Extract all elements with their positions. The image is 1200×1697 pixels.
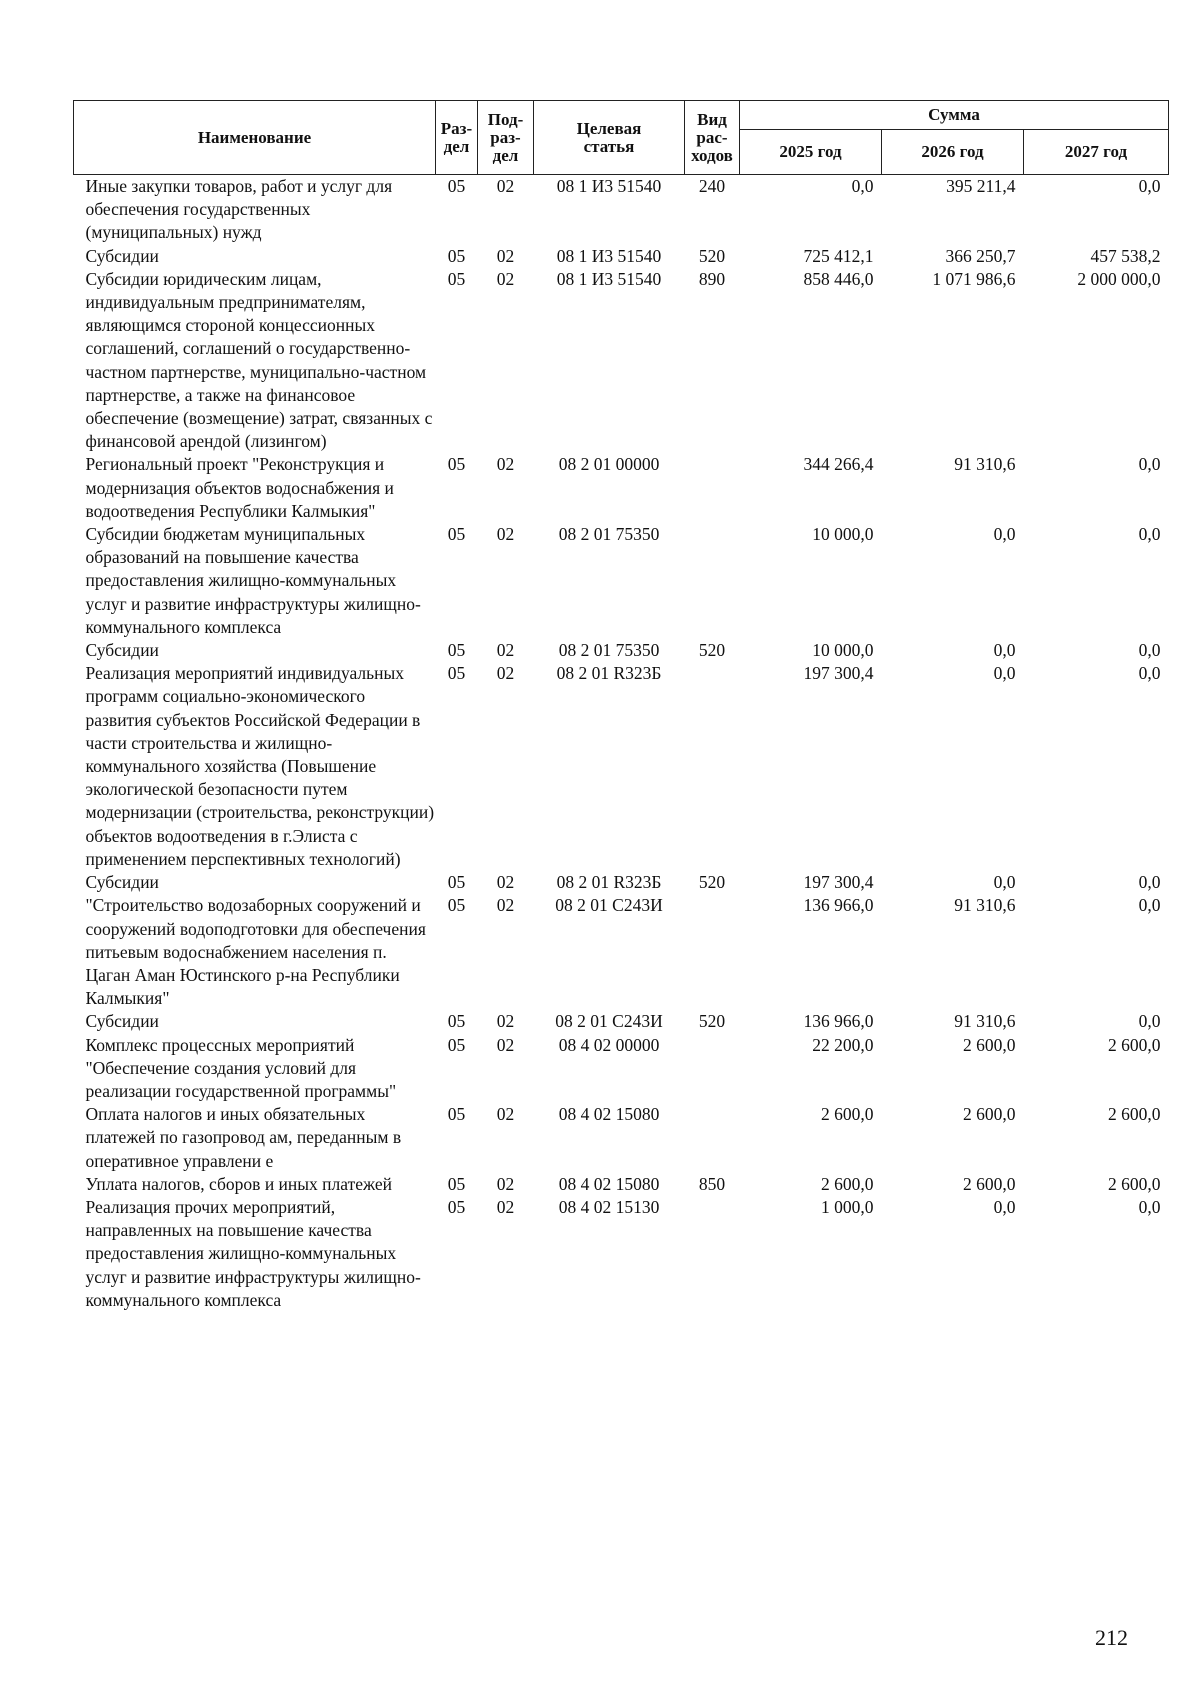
row-sum-2027: 2 600,0 [1108,1034,1161,1055]
row-sum-2027: 0,0 [1138,1011,1161,1032]
row-target: 08 2 01 R323Б [556,872,662,893]
table-row [74,1010,1169,1033]
row-target: 08 1 И3 51540 [556,176,662,196]
row-target: 08 1 И3 51540 [556,245,662,266]
row-target: 08 2 01 R323Б [556,663,662,684]
row-sum-2025: 1 000,0 [821,1196,874,1217]
row-razdel: 05 [447,454,466,475]
row-target: 08 4 02 15130 [558,1196,660,1217]
row-sum-2027: 0,0 [1138,640,1161,661]
row-sum-2026: 0,0 [993,663,1016,684]
row-name: Субсидии бюджетам муниципальных образований на повышение качества предоставления жилищно-коммунальных услуг и развитие инфраструктуры жилищно-коммунального комплекса [85,524,421,637]
row-podrazdel: 02 [496,895,515,916]
row-vid: 520 [698,1011,726,1032]
row-podrazdel: 02 [496,1034,515,1055]
row-sum-2025: 22 200,0 [812,1034,874,1055]
header-sum: Сумма [740,101,1169,130]
row-sum-2026: 395 211,4 [946,176,1016,196]
row-sum-2025: 858 446,0 [803,268,874,289]
row-name: Субсидии [85,872,159,893]
table-row [74,1103,1169,1173]
row-sum-2026: 91 310,6 [954,1011,1016,1032]
row-sum-2026: 0,0 [993,872,1016,893]
row-sum-2026: 91 310,6 [954,454,1016,475]
table-row [74,662,1169,871]
row-razdel: 05 [447,895,466,916]
row-name: Субсидии [85,1011,159,1032]
budget-sheet [73,100,1168,1312]
row-razdel: 05 [447,872,466,893]
table-row [74,453,1169,523]
row-podrazdel: 02 [496,663,515,684]
row-sum-2025: 0,0 [851,176,874,196]
row-sum-2027: 2 000 000,0 [1077,268,1161,289]
row-razdel: 05 [447,176,466,196]
row-sum-2026: 1 071 986,6 [932,268,1016,289]
row-podrazdel: 02 [496,176,515,196]
row-sum-2026: 2 600,0 [963,1104,1016,1125]
row-name: Комплекс процессных мероприятий "Обеспечение создания условий для реализации государственной программы" [85,1034,397,1101]
row-target: 08 4 02 15080 [558,1104,660,1125]
row-podrazdel: 02 [496,1104,515,1125]
row-vid [685,1034,740,1104]
row-podrazdel: 02 [496,268,515,289]
row-name: Реализация мероприятий индивидуальных программ социально-экономического развития субъектов Российской Федерации в части строительства и жилищно-коммунального хозяйства (Повышение экологической безопасности путем модернизации (строительства, реконструкции) объектов водоотведения в г.Элиста с применением перспективных технологий) [85,663,435,869]
row-vid: 240 [698,176,726,196]
row-vid: 890 [698,268,726,289]
row-vid [685,453,740,523]
row-sum-2027: 2 600,0 [1108,1173,1161,1194]
row-sum-2026: 91 310,6 [954,895,1016,916]
row-target: 08 4 02 00000 [558,1034,660,1055]
row-sum-2026: 0,0 [993,524,1016,545]
row-name: Субсидии [85,245,159,266]
row-sum-2027: 0,0 [1138,524,1161,545]
row-name: Субсидии юридическим лицам, индивидуальным предпринимателям, являющимся стороной концессионных соглашений, соглашений о государственно-частном партнерстве, муниципально-частном партнерстве, а также на финансовое обеспечение (возмещение) затрат, связанных с финансовой арендой (лизингом) [85,268,433,452]
row-razdel: 05 [447,663,466,684]
row-vid: 850 [698,1173,726,1194]
row-target: 08 2 01 00000 [558,454,660,475]
row-sum-2025: 2 600,0 [821,1173,874,1194]
row-sum-2025: 344 266,4 [803,454,874,475]
table-row [74,639,1169,662]
row-target: 08 2 01 75350 [558,640,660,661]
table-row [74,1173,1169,1196]
row-razdel: 05 [447,640,466,661]
table-header [74,101,1169,175]
table-row [74,1034,1169,1104]
row-sum-2027: 0,0 [1138,872,1161,893]
header-target: Целевая статья [534,101,685,175]
row-razdel: 05 [447,1173,466,1194]
row-razdel: 05 [447,268,466,289]
header-year-2025: 2025 год [740,130,882,175]
header-podrazdel: Под- раз- дел [478,101,534,175]
row-name: Уплата налогов, сборов и иных платежей [85,1173,392,1194]
row-vid: 520 [698,245,726,266]
row-target: 08 4 02 15080 [558,1173,660,1194]
header-name: Наименование [74,101,436,175]
row-target: 08 2 01 С243И [555,895,663,916]
row-vid: 520 [698,640,726,661]
row-podrazdel: 02 [496,245,515,266]
row-sum-2025: 197 300,4 [803,872,874,893]
row-vid [685,523,740,639]
row-sum-2027: 0,0 [1138,895,1161,916]
row-razdel: 05 [447,245,466,266]
row-podrazdel: 02 [496,872,515,893]
row-sum-2026: 2 600,0 [963,1034,1016,1055]
row-sum-2025: 725 412,1 [803,245,874,266]
table-row [74,871,1169,894]
row-podrazdel: 02 [496,1196,515,1217]
row-sum-2027: 2 600,0 [1108,1104,1161,1125]
table-body [74,175,1169,1312]
table-row [74,268,1169,454]
row-podrazdel: 02 [496,1011,515,1032]
row-sum-2027: 0,0 [1138,176,1161,196]
row-razdel: 05 [447,1196,466,1217]
row-name: Оплата налогов и иных обязательных платежей по газопровод ам, переданным в оперативное управлени е [85,1104,402,1171]
row-podrazdel: 02 [496,1173,515,1194]
row-sum-2026: 0,0 [993,640,1016,661]
row-razdel: 05 [447,1011,466,1032]
row-sum-2026: 0,0 [993,1196,1016,1217]
row-podrazdel: 02 [496,454,515,475]
row-sum-2025: 197 300,4 [803,663,874,684]
row-target: 08 2 01 75350 [558,524,660,545]
table-row [74,1196,1169,1312]
row-sum-2025: 2 600,0 [821,1104,874,1125]
row-sum-2027: 0,0 [1138,1196,1161,1217]
row-sum-2026: 366 250,7 [945,245,1016,266]
row-target: 08 1 И3 51540 [556,268,662,289]
row-sum-2027: 457 538,2 [1090,245,1161,266]
row-vid: 520 [698,872,726,893]
row-razdel: 05 [447,524,466,545]
row-sum-2027: 0,0 [1138,663,1161,684]
table-row [74,245,1169,268]
row-sum-2025: 10 000,0 [812,640,874,661]
row-vid [685,1196,740,1312]
header-razdel: Раз- дел [436,101,478,175]
row-target: 08 2 01 С243И [555,1011,663,1032]
row-razdel: 05 [447,1034,466,1055]
row-podrazdel: 02 [496,640,515,661]
header-year-2027: 2027 год [1024,130,1169,175]
table-row [74,175,1169,245]
row-name: Реализация прочих мероприятий, направленных на повышение качества предоставления жилищно-коммунальных услуг и развитие инфраструктуры жилищно-коммунального комплекса [85,1196,421,1310]
table-row [74,523,1169,639]
row-vid [685,1103,740,1173]
row-sum-2026: 2 600,0 [963,1173,1016,1194]
row-podrazdel: 02 [496,524,515,545]
row-sum-2027: 0,0 [1138,454,1161,475]
row-razdel: 05 [447,1104,466,1125]
budget-table [73,100,1169,1312]
row-sum-2025: 10 000,0 [812,524,874,545]
header-year-2026: 2026 год [882,130,1024,175]
row-name: Иные закупки товаров, работ и услуг для обеспечения государственных (муниципальных) нужд [85,176,393,243]
row-name: Субсидии [85,640,159,661]
table-row [74,894,1169,1010]
row-sum-2025: 136 966,0 [803,1011,874,1032]
row-vid [685,662,740,871]
header-vid: Вид рас- ходов [685,101,740,175]
row-name: Региональный проект "Реконструкция и модернизация объектов водоснабжения и водоотведения Республики Калмыкия" [85,454,394,521]
row-name: "Строительство водозаборных сооружений и сооружений водоподготовки для обеспечения питьевым водоснабжением населения п. Цаган Аман Юстинского р-на Республики Калмыкия" [85,895,426,1009]
row-sum-2025: 136 966,0 [803,895,874,916]
page-number: 212 [1095,1625,1128,1650]
row-vid [685,894,740,1010]
